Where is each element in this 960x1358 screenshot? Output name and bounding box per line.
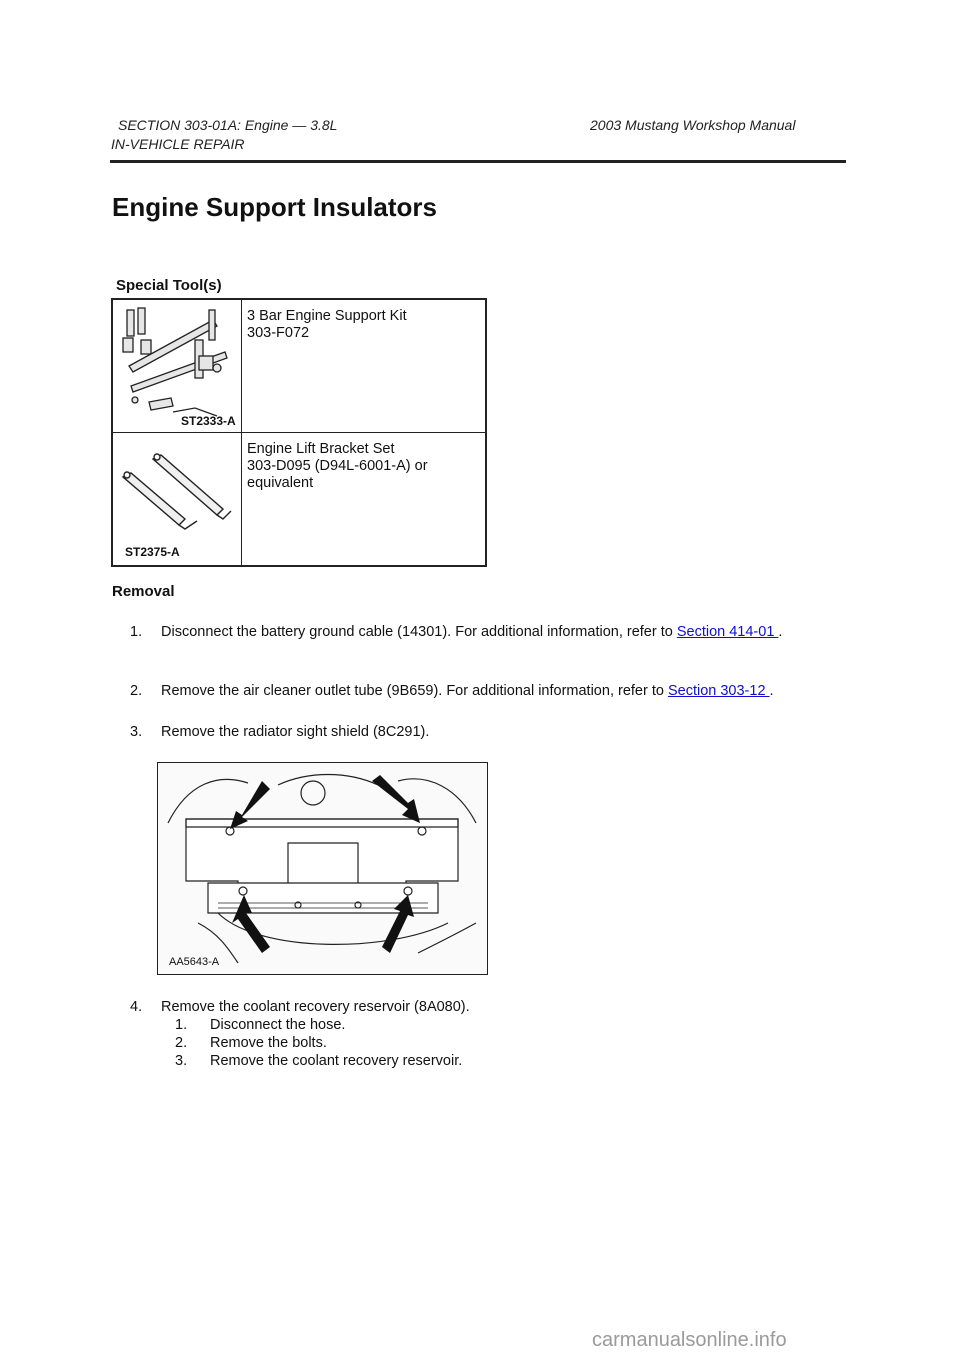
step-number: 2. <box>130 683 143 699</box>
engine-support-kit-illustration <box>113 300 241 427</box>
watermark-text: carmanualsonline.info <box>592 1329 787 1351</box>
tool-image-engine-support-kit <box>112 299 242 433</box>
page-title: Engine Support Insulators <box>112 192 438 222</box>
substep-text: Disconnect the hose. <box>210 1017 346 1033</box>
tool-description <box>242 299 487 433</box>
step-text: Remove the radiator sight shield (8C291). <box>161 724 430 740</box>
step-text: Remove the air cleaner outlet tube (9B659). For additional information, refer to <box>161 683 668 699</box>
tool-image-code: ST2333-A <box>181 414 236 428</box>
manual-label: 2003 Mustang Workshop Manual <box>590 117 796 133</box>
step-text-end: . <box>778 624 783 640</box>
removal-step-2 <box>130 683 850 700</box>
step-number: 1. <box>130 624 143 640</box>
substep-item <box>175 1035 327 1052</box>
removal-step-3 <box>130 724 850 741</box>
section-414-01-link[interactable]: Section 414-01 <box>676 624 779 640</box>
step-number: 4. <box>130 999 143 1015</box>
step-text: Disconnect the battery ground cable (14301). For additional information, refer to <box>161 624 677 640</box>
substep-text: Remove the coolant recovery reservoir. <box>210 1053 463 1069</box>
special-tools-heading: Special Tool(s) <box>116 277 222 294</box>
figure-code: AA5643-A <box>169 956 220 968</box>
substep-number: 2. <box>175 1035 188 1051</box>
substep-item <box>175 1017 345 1034</box>
tool-number: 303-D095 (D94L-6001-A) or <box>247 458 428 474</box>
substep-text: Remove the bolts. <box>210 1035 327 1051</box>
substep-number: 1. <box>175 1017 188 1033</box>
tool-number: 303-F072 <box>247 325 310 341</box>
step-text-end: . <box>769 683 774 699</box>
section-303-12-link[interactable]: Section 303-12 <box>667 683 770 699</box>
step-number: 3. <box>130 724 143 740</box>
substep-item <box>175 1053 462 1070</box>
tool-name: Engine Lift Bracket Set <box>247 441 395 457</box>
section-label: SECTION 303-01A: Engine — 3.8L <box>118 117 338 133</box>
substep-number: 3. <box>175 1053 188 1069</box>
tool-name: 3 Bar Engine Support Kit <box>247 308 407 324</box>
tool-number-extra: equivalent <box>247 475 314 491</box>
removal-heading: Removal <box>112 583 175 600</box>
radiator-shield-illustration <box>158 763 487 974</box>
tool-description <box>242 433 487 567</box>
tool-row <box>112 299 486 433</box>
tool-image-lift-bracket-set <box>112 433 242 567</box>
removal-step-4 <box>130 999 850 1016</box>
lift-bracket-illustration <box>113 433 241 560</box>
subsection-label: IN-VEHICLE REPAIR <box>111 136 245 152</box>
step-text: Remove the coolant recovery reservoir (8A080). <box>161 999 470 1015</box>
tool-row <box>112 433 486 567</box>
tool-image-code: ST2375-A <box>125 545 180 559</box>
radiator-shield-figure <box>157 762 488 975</box>
special-tools-table <box>111 298 487 567</box>
header-divider <box>110 160 846 163</box>
removal-step-1 <box>130 624 850 641</box>
